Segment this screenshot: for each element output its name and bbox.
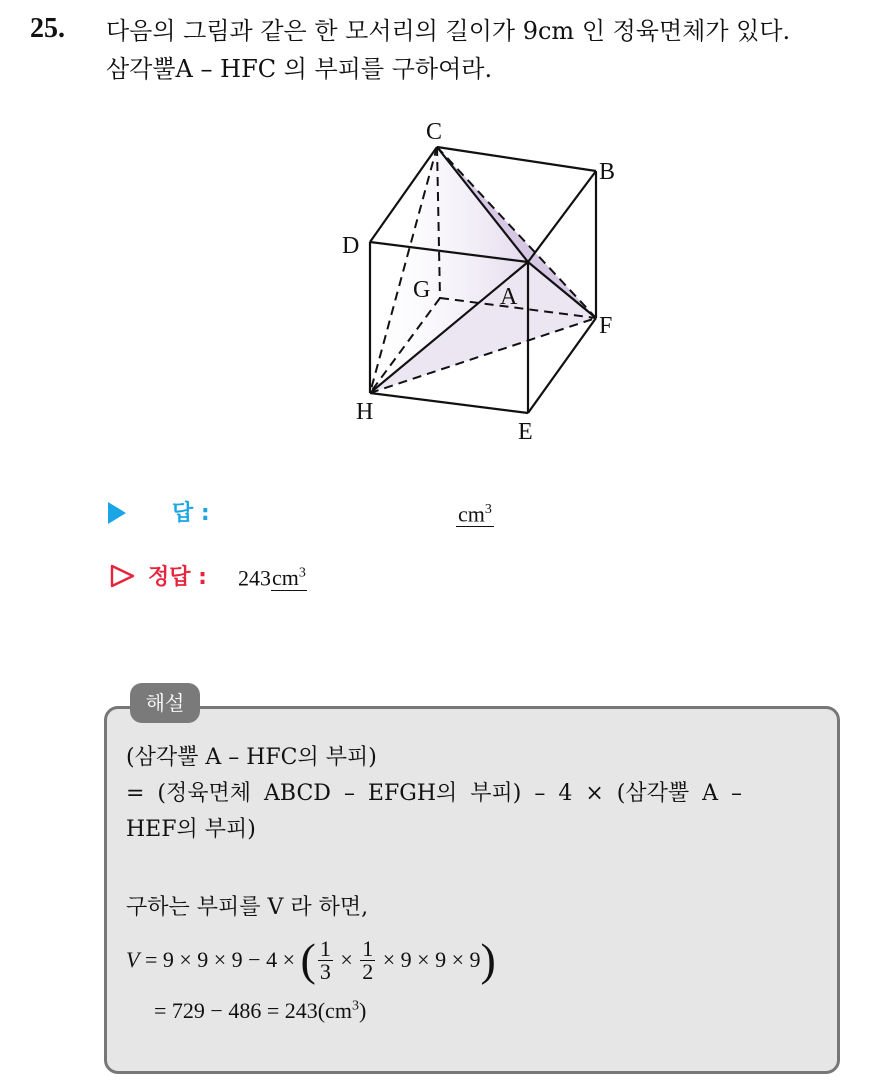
cube-figure bbox=[320, 115, 640, 450]
formula-result: = 729 − 486 = 243(cm bbox=[154, 998, 352, 1023]
left-paren: ( bbox=[300, 934, 316, 985]
answer-unit-base: cm bbox=[458, 501, 485, 527]
vertex-label-h: H bbox=[356, 399, 374, 425]
formula-result-exp: 3 bbox=[351, 998, 359, 1014]
edge-cb bbox=[437, 147, 596, 171]
formula-line2 bbox=[154, 998, 366, 1024]
fraction1-denominator: 3 bbox=[319, 958, 331, 984]
formula-result-close: ) bbox=[358, 998, 367, 1023]
fraction2-numerator: 1 bbox=[362, 935, 374, 961]
answer-unit-exp: 3 bbox=[484, 502, 492, 517]
fraction-one-third bbox=[318, 935, 333, 984]
formula-equation: = 9 × 9 × 9 − 4 × bbox=[144, 947, 295, 972]
question-text-line2: 삼각뿔A – HFC 의 부피를 구하여라. bbox=[106, 55, 493, 83]
explanation-line1: (삼각뿔 A – HFC의 부피) bbox=[126, 745, 377, 770]
question-text-line1: 다음의 그림과 같은 한 모서리의 길이가 9cm 인 정육면체가 있다. bbox=[106, 17, 791, 45]
fraction1-numerator: 1 bbox=[319, 935, 331, 961]
vertex-label-d: D bbox=[342, 233, 360, 259]
vertex-label-f: F bbox=[599, 313, 613, 339]
vertex-label-a: A bbox=[500, 284, 518, 310]
play-icon bbox=[108, 502, 126, 524]
correct-answer-value bbox=[238, 562, 307, 590]
answer-label: 답 : bbox=[172, 501, 210, 526]
correct-answer-label: 정답 : bbox=[148, 565, 207, 590]
fraction-one-half bbox=[360, 935, 375, 984]
explanation-line3: HEF의 부피) bbox=[126, 817, 256, 842]
right-paren: ) bbox=[480, 934, 496, 985]
correct-answer-unit-exp: 3 bbox=[298, 566, 306, 581]
explanation-tag: 해설 bbox=[130, 683, 200, 723]
formula-line1 bbox=[126, 930, 496, 990]
correct-answer-number: 243 bbox=[238, 565, 271, 591]
outline-play-icon bbox=[110, 564, 136, 588]
explanation-line4: 구하는 부피를 V 라 하면, bbox=[126, 895, 369, 920]
formula-times: × bbox=[340, 947, 353, 972]
volume-formula bbox=[126, 930, 726, 1060]
explanation-line2: = (정육면체 ABCD – EFGH의 부피) – 4 × (삼각뿔 A – bbox=[126, 781, 742, 806]
question-number: 25. bbox=[30, 13, 65, 44]
fraction2-denominator: 2 bbox=[362, 958, 374, 984]
correct-answer-unit-base: cm bbox=[272, 565, 299, 591]
correct-answer-unit bbox=[271, 565, 307, 591]
vertex-label-e: E bbox=[518, 419, 533, 445]
vertex-label-c: C bbox=[426, 119, 443, 145]
formula-variable: V bbox=[126, 947, 140, 972]
formula-tail: × 9 × 9 × 9 bbox=[382, 947, 481, 972]
vertex-label-g: G bbox=[413, 277, 431, 303]
edge-ab bbox=[528, 171, 596, 262]
vertex-label-b: B bbox=[599, 159, 616, 185]
answer-unit[interactable] bbox=[456, 498, 494, 527]
edge-he bbox=[370, 393, 528, 413]
